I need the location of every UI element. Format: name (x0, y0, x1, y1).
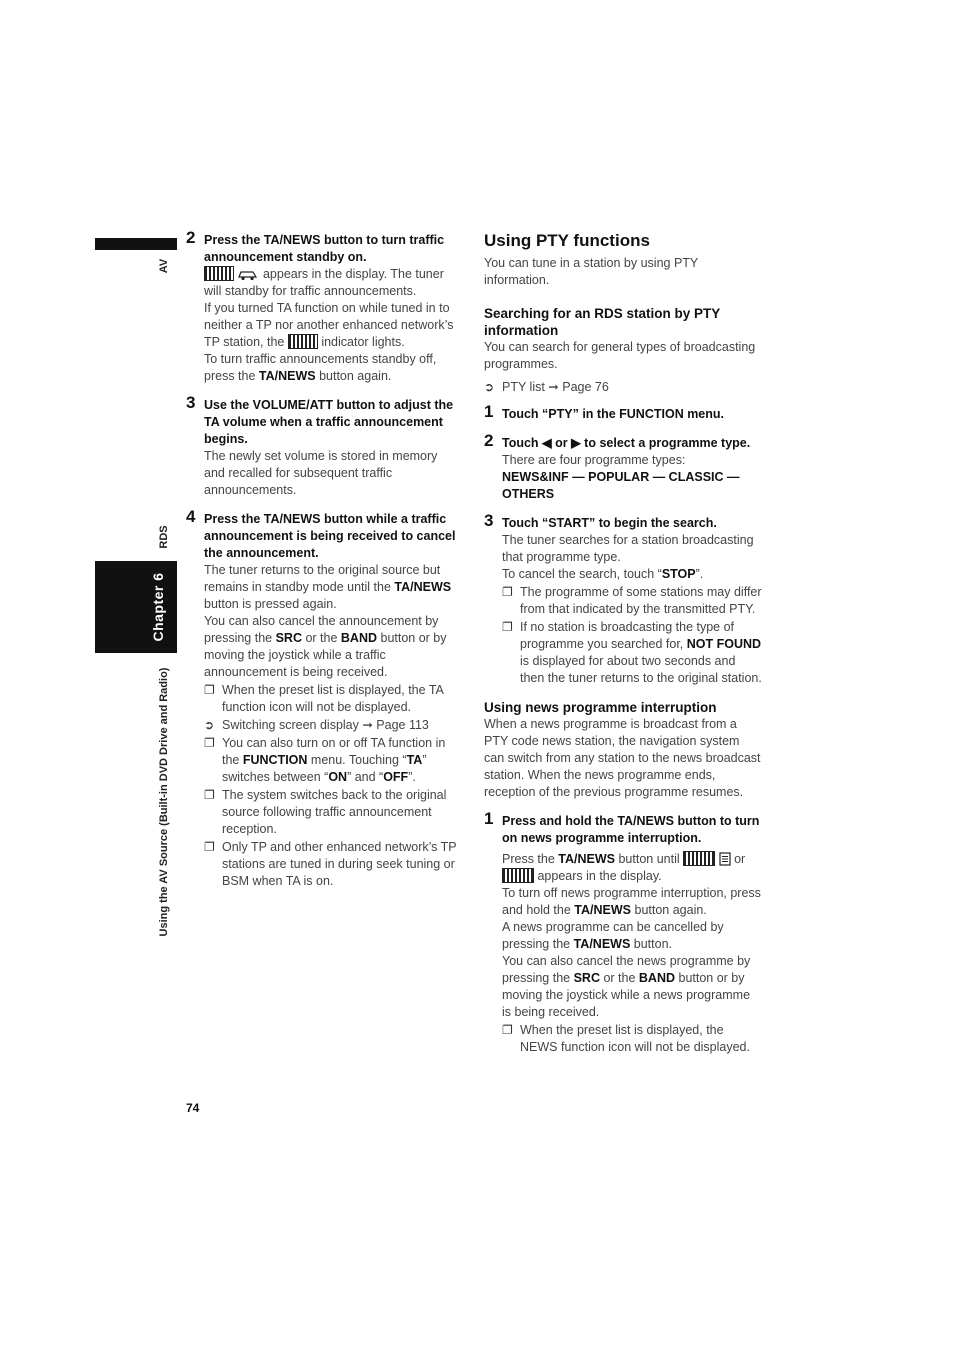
step-1 (484, 402, 762, 423)
checkbox-bullet-icon: ❐ (502, 585, 513, 599)
checkbox-bullet-icon: ❐ (204, 788, 215, 802)
note-item: ❐ The system switches back to the original source following traffic announcement reception. (204, 788, 447, 836)
step-text: A news programme can be cancelled by pressing the TA/NEWS button. (502, 920, 724, 951)
step-text: To cancel the search, touch “STOP”. (502, 567, 704, 581)
step-text: There are four programme types: (502, 453, 686, 467)
subsection-intro: You can search for general types of broadcasting programmes. (484, 340, 756, 371)
checkbox-bullet-icon: ❐ (204, 683, 215, 697)
checkbox-bullet-icon: ❐ (204, 736, 215, 750)
step-title: Touch ◀ or ▶ to select a programme type. (502, 436, 751, 450)
section-intro: You can tune in a station by using PTY information. (484, 256, 699, 287)
step-title: Press and hold the TA/NEWS button to turn on news programme interruption. (502, 814, 760, 845)
side-section-title: Using the AV Source (Built-in DVD Drive and Radio) (158, 667, 170, 937)
arrow-reference-icon: ➲ (204, 718, 215, 732)
subsection-intro: When a news programme is broadcast from a PTY code news station, the navigation system can switch from any station to the news broadcast station. When the news programme ends, reception of the previous programme resumes. (484, 717, 761, 799)
note-item: ❐ If no station is broadcasting the type of programme you searched for, NOT FOUND is displayed for about two seconds and then the tuner returns to the original station. (502, 620, 762, 685)
step-text: The tuner returns to the original source but remains in standby mode until the TA/NEWS button is pressed again. (204, 563, 452, 611)
note-item: ❐ When the preset list is displayed, the TA function icon will not be displayed. (204, 683, 444, 714)
checkbox-bullet-icon: ❐ (502, 1023, 513, 1037)
document-icon (719, 852, 731, 866)
trfc-icon (288, 334, 318, 349)
step-text: appears in the display. The tuner will standby for traffic announcements. (204, 267, 444, 298)
page-number: 74 (186, 1101, 200, 1115)
side-label-rds: RDS (158, 525, 170, 549)
step-1-news (484, 809, 762, 1056)
step-title: Use the VOLUME/ATT button to adjust the TA volume when a traffic announcement begins. (204, 398, 454, 446)
step-number: 4 (186, 507, 196, 526)
step-text: The tuner searches for a station broadcasting that programme type. (502, 533, 754, 564)
step-text: Press the TA/NEWS button until or appears in the display. (502, 852, 746, 883)
top-tab-bar (95, 238, 177, 250)
step-title: Touch “PTY” in the FUNCTION menu. (502, 407, 725, 421)
section-heading: Using PTY functions (484, 231, 650, 250)
programme-types: NEWS&INF — POPULAR — CLASSIC — OTHERS (502, 470, 740, 501)
checkbox-bullet-icon: ❐ (204, 840, 215, 854)
step-2 (484, 431, 762, 503)
subsection-heading: Using news programme interruption (484, 700, 717, 715)
step-title: Touch “START” to begin the search. (502, 516, 717, 530)
note-item: ❐ When the preset list is displayed, the NEWS function icon will not be displayed. (502, 1023, 750, 1054)
right-column (484, 232, 762, 1068)
step-number: 3 (484, 511, 494, 530)
step-number: 2 (186, 228, 196, 247)
news-icon (502, 868, 534, 883)
step-text: You can also cancel the news programme by pressing the SRC or the BAND button or by moving the joystick while a news programme is being received. (502, 954, 751, 1019)
car-icon (237, 268, 259, 281)
step-number: 2 (484, 431, 494, 450)
reference-item: ➲ Switching screen display ➞ Page 113 (204, 718, 429, 732)
step-title: Press the TA/NEWS button while a traffic announcement is being received to cancel the announcement. (204, 512, 456, 560)
step-2 (186, 228, 461, 385)
step-number: 3 (186, 393, 196, 412)
note-item: ❐ The programme of some stations may differ from that indicated by the transmitted PTY. (502, 585, 762, 616)
note-item: ❐ Only TP and other enhanced network’s TP stations are tuned in during seek tuning or BSM when TA is on. (204, 840, 457, 888)
step-number: 1 (484, 402, 494, 421)
trfc-icon (204, 266, 234, 281)
arrow-reference-icon: ➲ (484, 380, 495, 394)
chapter-tab: Chapter 6 (95, 561, 177, 653)
step-3 (186, 393, 461, 499)
subsection-heading: Searching for an RDS station by PTY information (484, 306, 721, 338)
step-text: If you turned TA function on while tuned in to neither a TP nor another enhanced network’s TP station, the indicator lights. (204, 301, 454, 349)
step-3 (484, 511, 762, 687)
step-text: You can also cancel the announcement by pressing the SRC or the BAND button or by moving the joystick while a traffic announcement is being received. (204, 614, 447, 679)
note-item: ❐ You can also turn on or off TA function in the FUNCTION menu. Touching “TA” switches between “ON” and “OFF”. (204, 736, 446, 784)
news-icon (683, 851, 715, 866)
step-text: To turn off news programme interruption, press and hold the TA/NEWS button again. (502, 886, 761, 917)
step-text: The newly set volume is stored in memory and recalled for subsequent traffic announcements. (204, 449, 438, 497)
step-text: To turn traffic announcements standby off, press the TA/NEWS button again. (204, 352, 437, 383)
step-4 (186, 507, 461, 890)
reference-item: ➲ PTY list ➞ Page 76 (484, 380, 609, 394)
checkbox-bullet-icon: ❐ (502, 620, 513, 634)
side-label-av: AV (158, 258, 170, 274)
step-number: 1 (484, 809, 494, 828)
left-column (186, 228, 461, 902)
step-title: Press the TA/NEWS button to turn traffic announcement standby on. (204, 233, 445, 264)
